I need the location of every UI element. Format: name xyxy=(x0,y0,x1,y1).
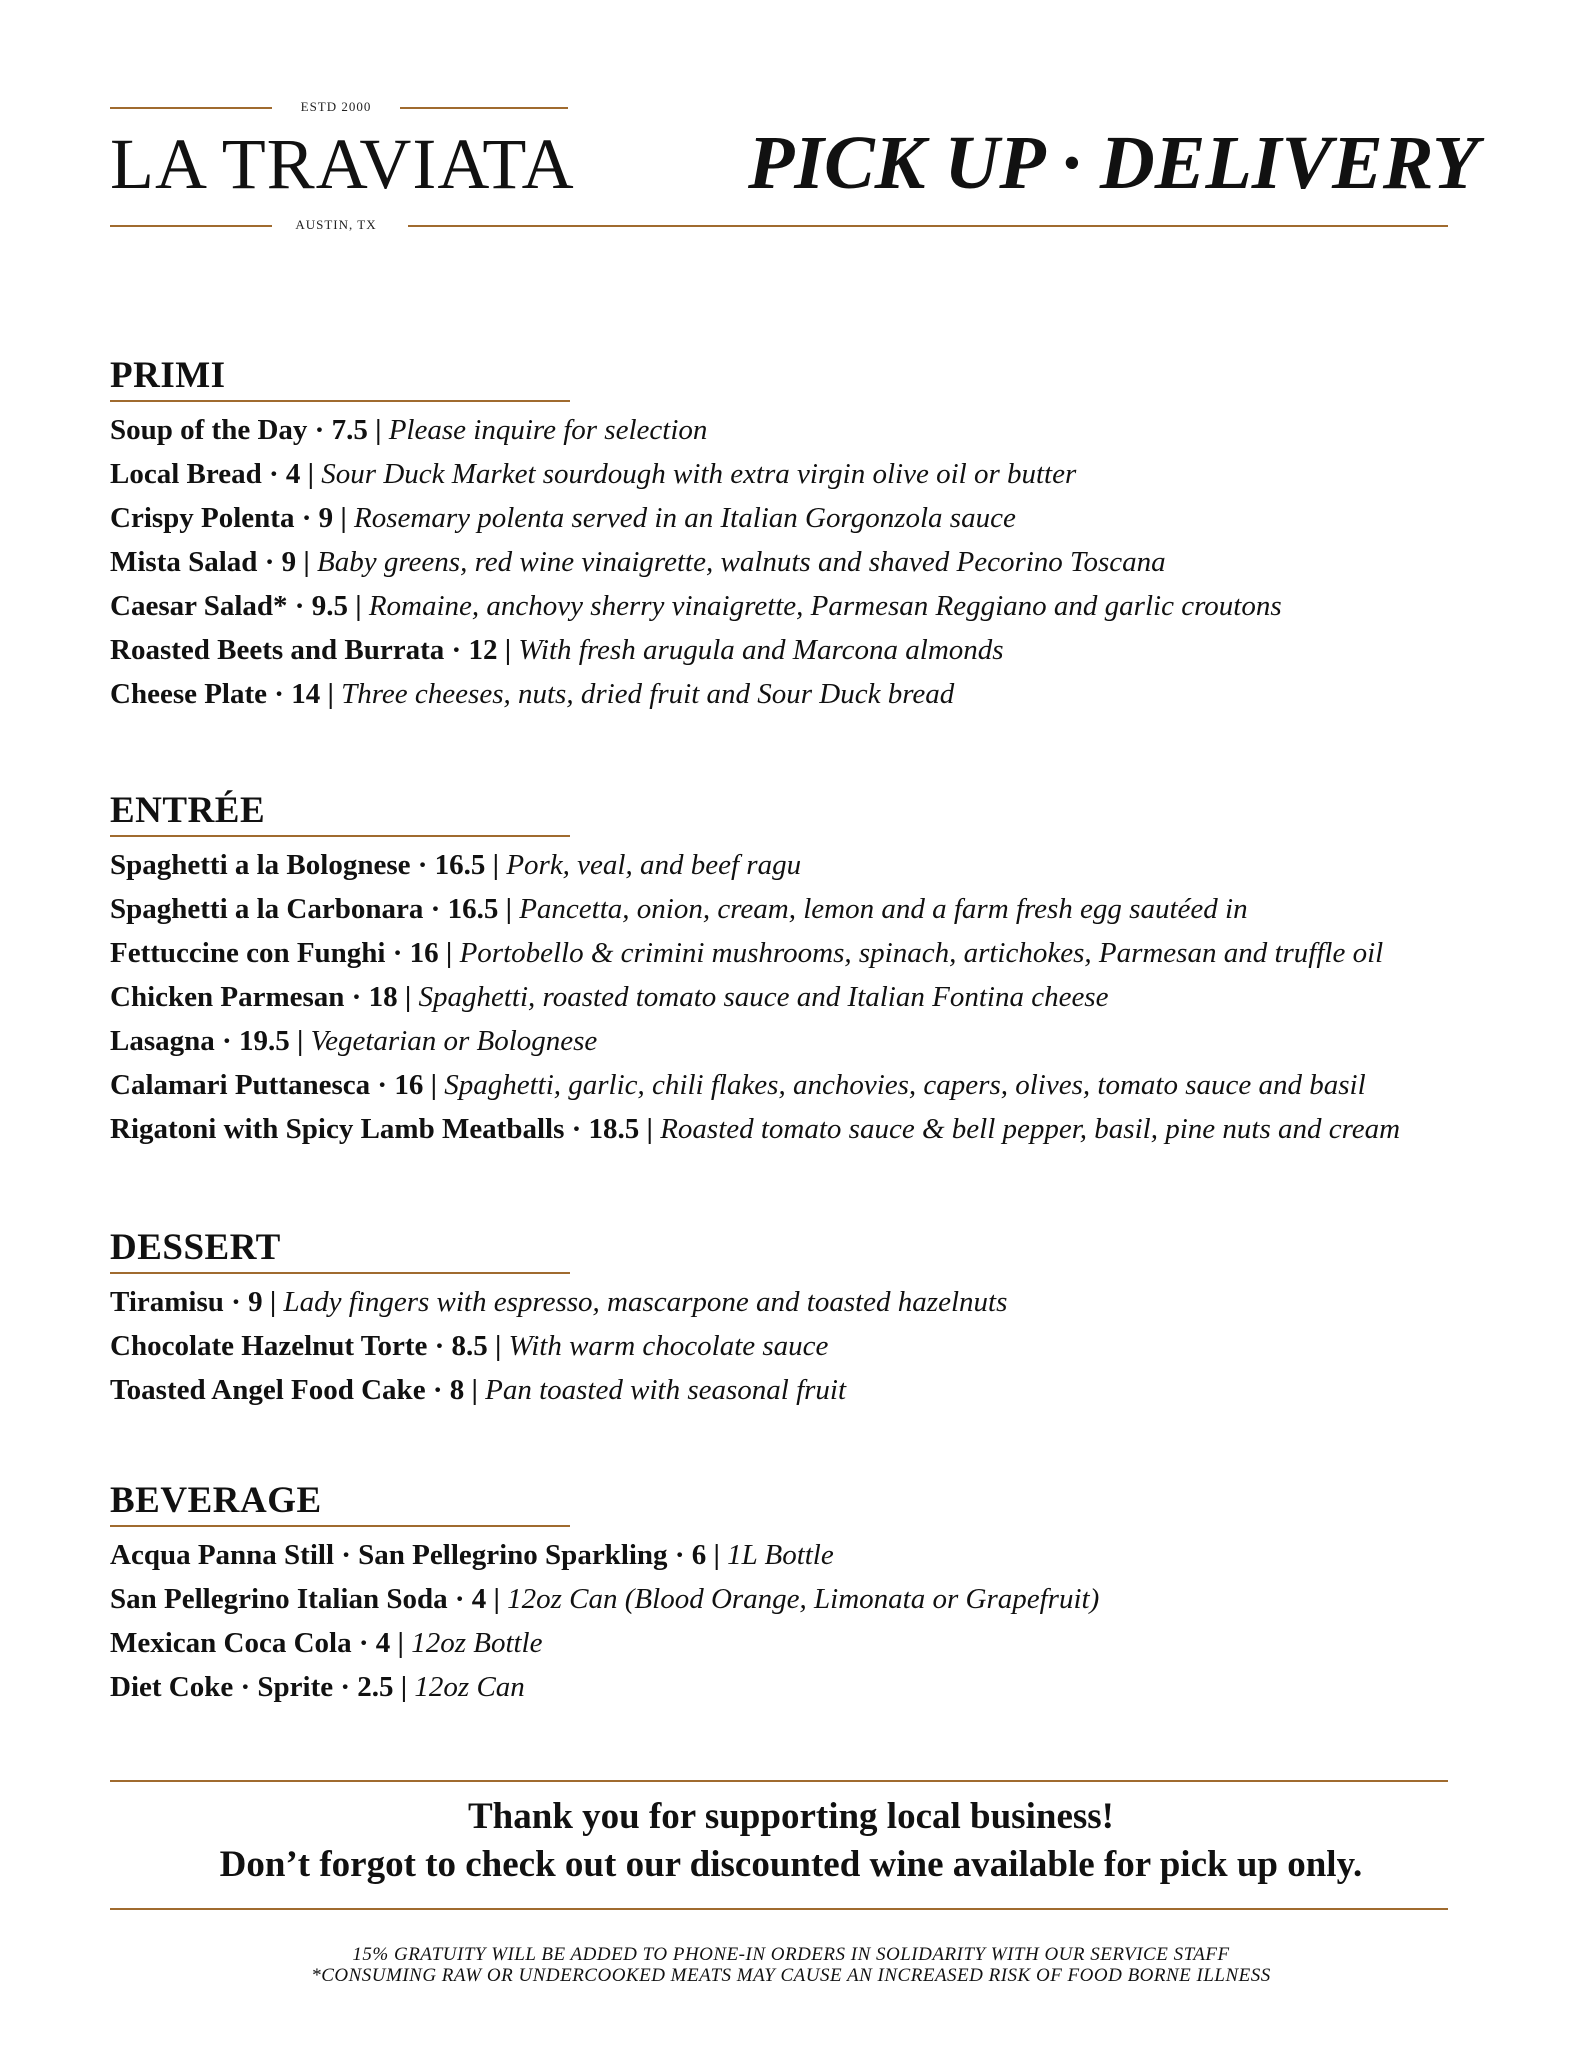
item-description: 12oz Can xyxy=(414,1671,525,1703)
menu-item xyxy=(110,1665,1099,1709)
item-price: 9 xyxy=(281,546,297,578)
menu-item xyxy=(110,1324,1007,1368)
footer-rule-bottom xyxy=(110,1908,1448,1910)
item-price: 18.5 xyxy=(588,1113,640,1145)
item-desc-separator: | xyxy=(397,981,419,1013)
section-underline xyxy=(110,835,570,837)
item-name: Spaghetti a la Bolognese xyxy=(110,849,411,881)
item-price-separator: · xyxy=(385,937,410,969)
menu-item xyxy=(110,408,1282,452)
item-description: Three cheeses, nuts, dried fruit and Sour Duck bread xyxy=(341,678,955,710)
header-rule-bottom-right xyxy=(408,225,1448,227)
item-desc-separator: | xyxy=(498,893,520,925)
item-price: 2.5 xyxy=(357,1671,394,1703)
menu-item xyxy=(110,452,1282,496)
item-description: With fresh arugula and Marcona almonds xyxy=(518,634,1004,666)
item-name: Chocolate Hazelnut Torte xyxy=(110,1330,428,1362)
item-price: 16.5 xyxy=(434,849,486,881)
item-price: 19.5 xyxy=(238,1025,290,1057)
menu-list xyxy=(110,1280,1007,1412)
item-name: Roasted Beets and Burrata xyxy=(110,634,445,666)
item-description: Sour Duck Market sourdough with extra virgin olive oil or butter xyxy=(321,458,1077,490)
section-entree xyxy=(110,792,1400,1151)
section-underline xyxy=(110,1272,570,1274)
menu-item xyxy=(110,1368,1007,1412)
item-price-separator: · xyxy=(444,634,469,666)
item-price: 4 xyxy=(375,1627,391,1659)
menu-item xyxy=(110,540,1282,584)
item-name: Calamari Puttanesca xyxy=(110,1069,371,1101)
item-description: Pancetta, onion, cream, lemon and a farm fresh egg sautéed in xyxy=(519,893,1248,925)
item-desc-separator: | xyxy=(497,634,519,666)
item-price-separator: · xyxy=(223,1286,249,1318)
item-description: With warm chocolate sauce xyxy=(508,1330,829,1362)
raw-food-note: *CONSUMING RAW OR UNDERCOOKED MEATS MAY CAUSE AN INCREASED RISK OF FOOD BORNE ILLNESS xyxy=(311,1964,1271,1986)
established-label: ESTD 2000 xyxy=(300,99,372,114)
item-name: Fettuccine con Funghi xyxy=(110,937,386,969)
item-price: 14 xyxy=(291,678,321,710)
item-name: Soup of the Day xyxy=(110,414,308,446)
menu-item xyxy=(110,887,1400,931)
menu-item xyxy=(110,1063,1400,1107)
menu-list xyxy=(110,843,1400,1151)
item-description: Roasted tomato sauce & bell pepper, basil, pine nuts and cream xyxy=(660,1113,1401,1145)
item-desc-separator: | xyxy=(262,1286,284,1318)
menu-item xyxy=(110,1533,1099,1577)
item-price: 6 xyxy=(691,1539,707,1571)
item-desc-separator: | xyxy=(464,1374,486,1406)
item-price-separator: · xyxy=(287,590,312,622)
menu-list xyxy=(110,1533,1099,1709)
footer-rule-top xyxy=(110,1780,1448,1782)
item-desc-separator: | xyxy=(486,1583,508,1615)
menu-item xyxy=(110,628,1282,672)
gratuity-note: 15% GRATUITY WILL BE ADDED TO PHONE-IN ORDERS IN SOLIDARITY WITH OUR SERVICE STAFF xyxy=(352,1944,1230,1965)
item-name: Chicken Parmesan xyxy=(110,981,345,1013)
item-name: San Pellegrino Italian Soda xyxy=(110,1583,448,1615)
item-description: Portobello & crimini mushrooms, spinach, artichokes, Parmesan and truffle oil xyxy=(459,937,1384,969)
menu-item xyxy=(110,975,1400,1019)
item-price: 7.5 xyxy=(331,414,368,446)
item-description: Rosemary polenta served in an Italian Gorgonzola sauce xyxy=(354,502,1016,534)
item-price-separator: · xyxy=(307,414,332,446)
menu-item xyxy=(110,1577,1099,1621)
item-description: Pork, veal, and beef ragu xyxy=(506,849,802,881)
logo-rule-top-left xyxy=(110,107,272,109)
item-description: Romaine, anchovy sherry vinaigrette, Parmesan Reggiano and garlic croutons xyxy=(368,590,1282,622)
item-price: 4 xyxy=(471,1583,487,1615)
section-dessert xyxy=(110,1229,1007,1412)
item-price: 9 xyxy=(248,1286,263,1318)
menu-item xyxy=(110,1621,1099,1665)
item-price: 9 xyxy=(318,502,334,534)
menu-item xyxy=(110,1019,1400,1063)
item-description: Pan toasted with seasonal fruit xyxy=(485,1374,847,1406)
section-title: PRIMI xyxy=(110,355,226,396)
item-description: Vegetarian or Bolognese xyxy=(310,1025,598,1057)
menu-item xyxy=(110,672,1282,716)
item-price: 8.5 xyxy=(451,1330,488,1362)
item-name: Acqua Panna Still · San Pellegrino Sparkling xyxy=(110,1539,668,1571)
item-desc-separator: | xyxy=(485,849,507,881)
menu-item xyxy=(110,843,1400,887)
logo-rule-top-right xyxy=(400,107,568,109)
item-price-separator: · xyxy=(214,1025,239,1057)
item-price-separator: · xyxy=(261,458,286,490)
logo-rule-bottom-left xyxy=(110,225,272,227)
item-price-separator: · xyxy=(344,981,369,1013)
item-desc-separator: | xyxy=(423,1069,445,1101)
item-price: 16.5 xyxy=(447,893,499,925)
item-name: Crispy Polenta xyxy=(110,502,295,534)
item-price-separator: · xyxy=(294,502,319,534)
menu-list xyxy=(110,408,1282,716)
item-price-separator: · xyxy=(425,1374,450,1406)
item-name: Rigatoni with Spicy Lamb Meatballs xyxy=(110,1113,565,1145)
item-price-separator: · xyxy=(267,678,292,710)
item-price: 8 xyxy=(449,1374,465,1406)
item-price-separator: · xyxy=(370,1069,395,1101)
item-price-separator: · xyxy=(333,1671,358,1703)
item-desc-separator: | xyxy=(487,1330,509,1362)
restaurant-logo: LA TRAVIATA xyxy=(110,124,575,204)
section-primi xyxy=(110,357,1282,716)
menu-item xyxy=(110,931,1400,975)
item-desc-separator: | xyxy=(390,1627,412,1659)
item-desc-separator: | xyxy=(289,1025,311,1057)
thank-you-message xyxy=(0,1793,1582,1889)
disclaimer xyxy=(0,1945,1582,1987)
item-name: Mexican Coca Cola xyxy=(110,1627,352,1659)
menu-item xyxy=(110,1107,1400,1151)
item-description: 12oz Can (Blood Orange, Limonata or Grapefruit) xyxy=(507,1583,1100,1615)
item-desc-separator: | xyxy=(320,678,342,710)
item-name: Cheese Plate xyxy=(110,678,268,710)
item-desc-separator: | xyxy=(367,414,389,446)
item-description: Spaghetti, roasted tomato sauce and Italian Fontina cheese xyxy=(418,981,1109,1013)
item-price: 18 xyxy=(368,981,398,1013)
item-name: Mista Salad xyxy=(110,546,258,578)
item-price-separator: · xyxy=(423,893,448,925)
item-price-separator: · xyxy=(564,1113,589,1145)
item-name: Tiramisu xyxy=(110,1286,224,1318)
item-name: Lasagna xyxy=(110,1025,215,1057)
item-description: Please inquire for selection xyxy=(388,414,708,446)
section-underline xyxy=(110,400,570,402)
thank-you-line-1: Thank you for supporting local business! xyxy=(468,1796,1114,1837)
item-name: Diet Coke · Sprite xyxy=(110,1671,334,1703)
item-desc-separator: | xyxy=(393,1671,415,1703)
item-price-separator: · xyxy=(410,849,435,881)
thank-you-line-2: Don’t forgot to check out our discounted wine available for pick up only. xyxy=(219,1844,1363,1886)
item-name: Toasted Angel Food Cake xyxy=(110,1374,426,1406)
item-description: 12oz Bottle xyxy=(411,1627,543,1659)
section-title: BEVERAGE xyxy=(110,1480,322,1521)
item-name: Caesar Salad* xyxy=(110,590,288,622)
section-title: DESSERT xyxy=(110,1227,281,1268)
item-description: 1L Bottle xyxy=(727,1539,834,1571)
menu-item xyxy=(110,1280,1007,1324)
item-description: Baby greens, red wine vinaigrette, walnuts and shaved Pecorino Toscana xyxy=(317,546,1166,578)
item-price: 12 xyxy=(468,634,498,666)
item-price: 16 xyxy=(394,1069,424,1101)
item-price: 16 xyxy=(409,937,439,969)
item-name: Spaghetti a la Carbonara xyxy=(110,893,424,925)
section-underline xyxy=(110,1525,570,1527)
item-price: 4 xyxy=(285,458,301,490)
item-description: Lady fingers with espresso, mascarpone and toasted hazelnuts xyxy=(283,1286,1008,1318)
item-desc-separator: | xyxy=(639,1113,661,1145)
menu-item xyxy=(110,496,1282,540)
item-price: 9.5 xyxy=(311,590,348,622)
section-beverage xyxy=(110,1482,1099,1709)
item-price-separator: · xyxy=(667,1539,692,1571)
item-price-separator: · xyxy=(447,1583,472,1615)
item-price-separator: · xyxy=(351,1627,376,1659)
item-desc-separator: | xyxy=(300,458,322,490)
menu-item xyxy=(110,584,1282,628)
item-price-separator: · xyxy=(257,546,282,578)
item-desc-separator: | xyxy=(438,937,460,969)
service-headline: PICK UP · DELIVERY xyxy=(748,121,1479,205)
item-desc-separator: | xyxy=(333,502,355,534)
item-name: Local Bread xyxy=(110,458,262,490)
item-price-separator: · xyxy=(427,1330,452,1362)
item-desc-separator: | xyxy=(296,546,317,578)
item-desc-separator: | xyxy=(347,590,369,622)
section-title: ENTRÉE xyxy=(110,790,266,831)
item-desc-separator: | xyxy=(706,1539,728,1571)
location-label: AUSTIN, TX xyxy=(295,217,377,232)
item-description: Spaghetti, garlic, chili flakes, anchovies, capers, olives, tomato sauce and basil xyxy=(444,1069,1366,1101)
